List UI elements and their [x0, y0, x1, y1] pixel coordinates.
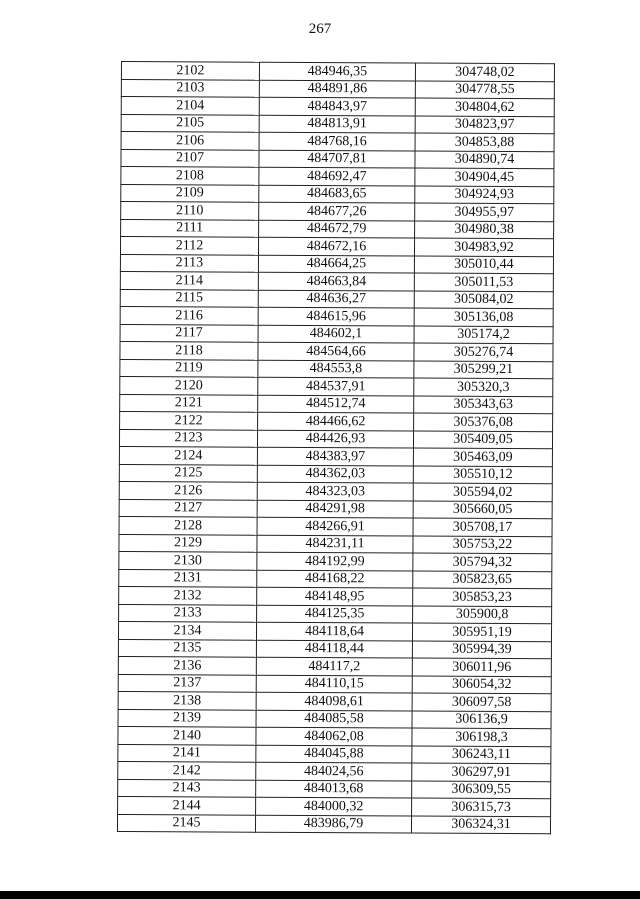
table-row [121, 62, 554, 82]
y-coordinate-cell: 304890,74 [415, 151, 554, 169]
point-number-cell: 2121 [120, 394, 258, 412]
table-row [119, 429, 552, 449]
table-row [120, 289, 553, 309]
y-coordinate-cell: 306315,73 [412, 798, 551, 816]
x-coordinate-cell: 484045,88 [256, 745, 412, 763]
table-row [118, 639, 551, 659]
table-row [120, 394, 553, 414]
x-coordinate-cell: 484466,62 [258, 412, 414, 430]
y-coordinate-cell: 305276,74 [414, 343, 553, 361]
coordinates-table [117, 61, 555, 834]
page-number: 267 [308, 21, 332, 37]
x-coordinate-cell: 484677,26 [259, 202, 415, 220]
y-coordinate-cell: 305409,05 [413, 431, 552, 449]
table-row [118, 674, 551, 694]
x-coordinate-cell: 484426,93 [257, 430, 413, 448]
table-row [119, 464, 552, 484]
point-number-cell: 2144 [118, 796, 256, 814]
x-coordinate-cell: 484615,96 [258, 307, 414, 325]
y-coordinate-cell: 306136,9 [412, 711, 551, 729]
x-coordinate-cell: 484098,61 [256, 692, 412, 710]
x-coordinate-cell: 484512,74 [258, 395, 414, 413]
point-number-cell: 2124 [119, 446, 257, 464]
y-coordinate-cell: 304778,55 [415, 81, 554, 99]
y-coordinate-cell: 304924,93 [415, 186, 554, 204]
x-coordinate-cell: 484946,35 [259, 62, 415, 80]
point-number-cell: 2129 [119, 534, 257, 552]
table-row [118, 744, 551, 764]
point-number-cell: 2139 [118, 709, 256, 727]
point-number-cell: 2106 [121, 132, 259, 150]
point-number-cell: 2132 [119, 586, 257, 604]
point-number-cell: 2111 [121, 219, 259, 237]
table-row [118, 779, 551, 799]
y-coordinate-cell: 305174,2 [414, 326, 553, 344]
point-number-cell: 2116 [120, 306, 258, 324]
point-number-cell: 2138 [118, 691, 256, 709]
y-coordinate-cell: 306309,55 [412, 781, 551, 799]
y-coordinate-cell: 305794,32 [413, 553, 552, 571]
x-coordinate-cell: 484672,16 [258, 237, 414, 255]
x-coordinate-cell: 484024,56 [256, 762, 412, 780]
x-coordinate-cell: 484564,66 [258, 342, 414, 360]
point-number-cell: 2126 [119, 481, 257, 499]
y-coordinate-cell: 304955,97 [415, 203, 554, 221]
table-row [120, 254, 553, 274]
table-row [119, 569, 552, 589]
table-row [121, 79, 554, 99]
point-number-cell: 2143 [118, 779, 256, 797]
table-row [119, 499, 552, 519]
table-row [119, 586, 552, 606]
point-number-cell: 2141 [118, 744, 256, 762]
point-number-cell: 2140 [118, 726, 256, 744]
x-coordinate-cell: 484537,91 [258, 377, 414, 395]
table-row [121, 184, 554, 204]
y-coordinate-cell: 306297,91 [412, 763, 551, 781]
point-number-cell: 2118 [120, 341, 258, 359]
y-coordinate-cell: 304983,92 [414, 238, 553, 256]
x-coordinate-cell: 483986,79 [255, 815, 411, 833]
y-coordinate-cell: 305376,08 [414, 413, 553, 431]
x-coordinate-cell: 484692,47 [259, 167, 415, 185]
scan-bottom-border [0, 891, 640, 899]
table-row [120, 306, 553, 326]
y-coordinate-cell: 305853,23 [413, 588, 552, 606]
y-coordinate-cell: 304823,97 [415, 116, 554, 134]
y-coordinate-cell: 305660,05 [413, 501, 552, 519]
x-coordinate-cell: 484013,68 [256, 780, 412, 798]
y-coordinate-cell: 305011,53 [414, 273, 553, 291]
table-row [118, 691, 551, 711]
y-coordinate-cell: 306243,11 [412, 746, 551, 764]
x-coordinate-cell: 484148,95 [257, 587, 413, 605]
y-coordinate-cell: 305510,12 [413, 466, 552, 484]
x-coordinate-cell: 484672,79 [259, 220, 415, 238]
point-number-cell: 2133 [119, 604, 257, 622]
table-row [120, 411, 553, 431]
point-number-cell: 2145 [117, 814, 255, 832]
x-coordinate-cell: 484813,91 [259, 115, 415, 133]
point-number-cell: 2102 [121, 62, 259, 80]
point-number-cell: 2135 [118, 639, 256, 657]
y-coordinate-cell: 306011,96 [412, 658, 551, 676]
point-number-cell: 2113 [120, 254, 258, 272]
y-coordinate-cell: 306198,3 [412, 728, 551, 746]
table-row [121, 114, 554, 134]
table-row [120, 271, 553, 291]
y-coordinate-cell: 305084,02 [414, 291, 553, 309]
y-coordinate-cell: 306054,32 [412, 676, 551, 694]
point-number-cell: 2105 [121, 114, 259, 132]
x-coordinate-cell: 484707,81 [259, 150, 415, 168]
x-coordinate-cell: 484768,16 [259, 132, 415, 150]
x-coordinate-cell: 484602,1 [258, 325, 414, 343]
x-coordinate-cell: 484266,91 [257, 517, 413, 535]
x-coordinate-cell: 484231,11 [257, 535, 413, 553]
x-coordinate-cell: 484118,64 [256, 622, 412, 640]
table-row [120, 341, 553, 361]
x-coordinate-cell: 484168,22 [257, 570, 413, 588]
y-coordinate-cell: 304980,38 [415, 221, 554, 239]
x-coordinate-cell: 484118,44 [256, 640, 412, 658]
table-row [119, 481, 552, 501]
table-row [118, 656, 551, 676]
table-row [117, 814, 550, 834]
point-number-cell: 2128 [119, 516, 257, 534]
point-number-cell: 2142 [118, 761, 256, 779]
x-coordinate-cell: 484062,08 [256, 727, 412, 745]
table-row [119, 551, 552, 571]
x-coordinate-cell: 484553,8 [258, 360, 414, 378]
x-coordinate-cell: 484891,86 [259, 80, 415, 98]
y-coordinate-cell: 305463,09 [413, 448, 552, 466]
x-coordinate-cell: 484125,35 [257, 605, 413, 623]
point-number-cell: 2130 [119, 551, 257, 569]
y-coordinate-cell: 305708,17 [413, 518, 552, 536]
x-coordinate-cell: 484383,97 [257, 447, 413, 465]
x-coordinate-cell: 484117,2 [256, 657, 412, 675]
point-number-cell: 2112 [120, 237, 258, 255]
table-row [121, 202, 554, 222]
point-number-cell: 2127 [119, 499, 257, 517]
y-coordinate-cell: 304804,62 [415, 98, 554, 116]
point-number-cell: 2110 [121, 202, 259, 220]
table-row [120, 376, 553, 396]
point-number-cell: 2108 [121, 167, 259, 185]
y-coordinate-cell: 305320,3 [414, 378, 553, 396]
table-row [119, 516, 552, 536]
x-coordinate-cell: 484362,03 [257, 465, 413, 483]
table-row [120, 359, 553, 379]
x-coordinate-cell: 484664,25 [258, 255, 414, 273]
x-coordinate-cell: 484110,15 [256, 675, 412, 693]
point-number-cell: 2131 [119, 569, 257, 587]
table-row [118, 621, 551, 641]
point-number-cell: 2134 [118, 621, 256, 639]
table-row [120, 237, 553, 257]
y-coordinate-cell: 305136,08 [414, 308, 553, 326]
point-number-cell: 2117 [120, 324, 258, 342]
table-row [121, 132, 554, 152]
table-row [120, 324, 553, 344]
y-coordinate-cell: 305299,21 [414, 361, 553, 379]
table-row [119, 534, 552, 554]
table-row [119, 604, 552, 624]
x-coordinate-cell: 484192,99 [257, 552, 413, 570]
table-row [121, 97, 554, 117]
table-row [118, 796, 551, 816]
y-coordinate-cell: 306324,31 [411, 816, 550, 834]
x-coordinate-cell: 484291,98 [257, 500, 413, 518]
y-coordinate-cell: 305994,39 [412, 641, 551, 659]
table-row [118, 761, 551, 781]
point-number-cell: 2115 [120, 289, 258, 307]
table-row [119, 446, 552, 466]
coordinates-table-body [117, 62, 554, 834]
point-number-cell: 2120 [120, 376, 258, 394]
x-coordinate-cell: 484085,58 [256, 710, 412, 728]
table-row [121, 167, 554, 187]
table-row [121, 149, 554, 169]
point-number-cell: 2103 [121, 79, 259, 97]
x-coordinate-cell: 484636,27 [258, 290, 414, 308]
table-row [121, 219, 554, 239]
point-number-cell: 2107 [121, 149, 259, 167]
y-coordinate-cell: 304748,02 [415, 63, 554, 81]
y-coordinate-cell: 304904,45 [415, 168, 554, 186]
point-number-cell: 2109 [121, 184, 259, 202]
x-coordinate-cell: 484663,84 [258, 272, 414, 290]
y-coordinate-cell: 305951,19 [412, 623, 551, 641]
point-number-cell: 2119 [120, 359, 258, 377]
table-row [118, 726, 551, 746]
y-coordinate-cell: 305343,63 [414, 396, 553, 414]
y-coordinate-cell: 305753,22 [413, 536, 552, 554]
x-coordinate-cell: 484000,32 [256, 797, 412, 815]
point-number-cell: 2123 [119, 429, 257, 447]
y-coordinate-cell: 305594,02 [413, 483, 552, 501]
x-coordinate-cell: 484843,97 [259, 97, 415, 115]
y-coordinate-cell: 306097,58 [412, 693, 551, 711]
y-coordinate-cell: 305823,65 [413, 571, 552, 589]
y-coordinate-cell: 305010,44 [414, 256, 553, 274]
point-number-cell: 2137 [118, 674, 256, 692]
point-number-cell: 2122 [120, 411, 258, 429]
point-number-cell: 2104 [121, 97, 259, 115]
x-coordinate-cell: 484683,65 [259, 185, 415, 203]
point-number-cell: 2114 [120, 271, 258, 289]
y-coordinate-cell: 304853,88 [415, 133, 554, 151]
point-number-cell: 2136 [118, 656, 256, 674]
x-coordinate-cell: 484323,03 [257, 482, 413, 500]
y-coordinate-cell: 305900,8 [413, 606, 552, 624]
table-row [118, 709, 551, 729]
point-number-cell: 2125 [119, 464, 257, 482]
